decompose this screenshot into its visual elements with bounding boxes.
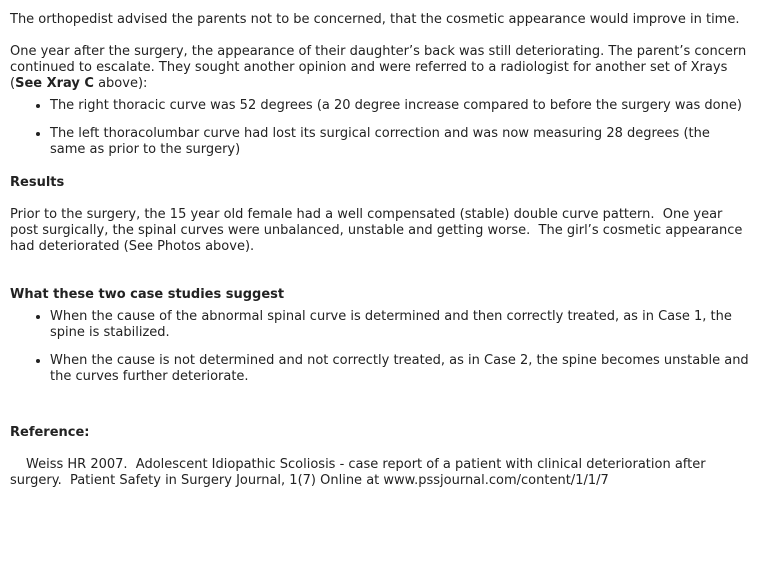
results-paragraph: Prior to the surgery, the 15 year old female had a well compensated (stable) double curve pattern. One year post surgically, the spinal curves were unbalanced, unstable and getting worse. The girl’s cosmetic appearance had deteriorated (See Photos above). — [10, 207, 743, 254]
list-item: • The left thoracolumbar curve had lost its surgical correction and was now measuring 28 degrees (the same as prior to the surgery) — [50, 126, 749, 158]
reference-heading: Reference: — [10, 425, 90, 440]
reference-citation: Weiss HR 2007. Adolescent Idiopathic Scoliosis - case report of a patient with clinical deterioration after surgery. Patient Safety in Surgery Journal, 1(7) Online at www.pssjournal.com/content/1/1/7 — [10, 457, 706, 488]
paragraph-orthopedist-advice: The orthopedist advised the parents not to be concerned, that the cosmetic appearance would improve in time. — [10, 12, 740, 27]
list-item: • When the cause of the abnormal spinal curve is determined and then correctly treated, as in Case 1, the spine is stabilized. — [50, 309, 749, 341]
list-item: • The right thoracic curve was 52 degrees (a 20 degree increase compared to before the surgery was done) — [50, 98, 749, 114]
paragraph-text-after: above): — [93, 76, 148, 91]
paragraph-text-before: One year after the surgery, the appearance of their daughter’s back was still deteriorating. The parent’s concern continued to escalate. They sought another opinion and were referred to a radiologist for another set of Xrays ( — [10, 44, 747, 91]
xray-findings-list — [10, 98, 749, 158]
case-studies-heading: What these two case studies suggest — [10, 287, 285, 302]
see-xray-c-reference: See Xray C — [15, 76, 94, 91]
case-studies-list — [10, 309, 749, 385]
results-heading: Results — [10, 175, 65, 190]
list-item: • When the cause is not determined and not correctly treated, as in Case 2, the spine becomes unstable and the curves further deteriorate. — [50, 353, 749, 385]
paragraph-one-year-after — [10, 44, 749, 92]
